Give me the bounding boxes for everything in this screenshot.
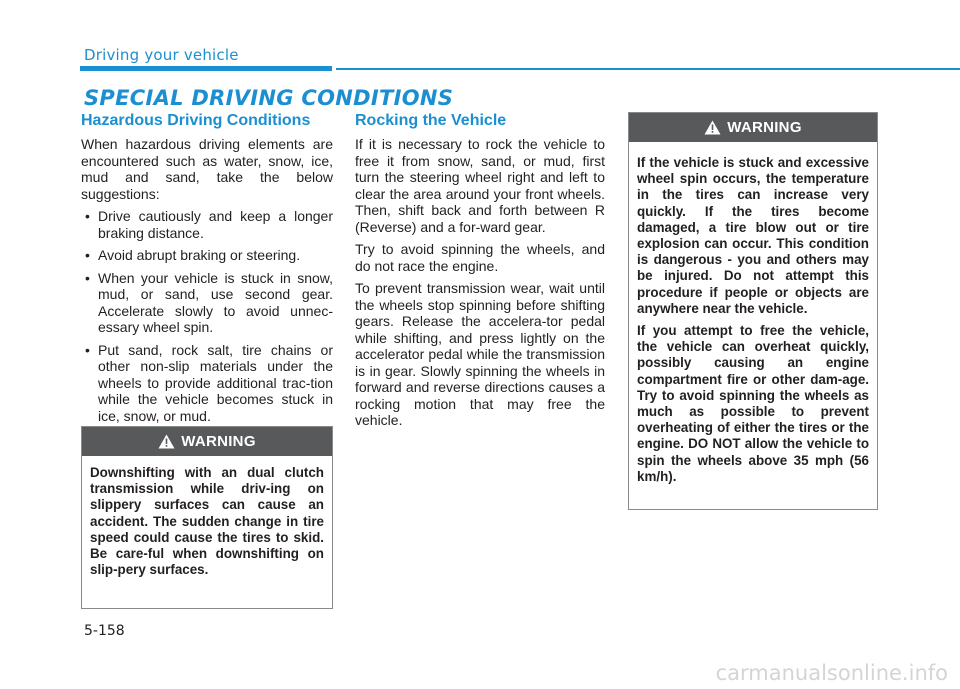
warning-triangle-icon xyxy=(704,120,721,135)
bullet-glyph: • xyxy=(85,341,90,358)
page-number: 5-158 xyxy=(84,623,125,639)
rocking-heading: Rocking the Vehicle xyxy=(355,112,507,129)
list-item: • Avoid abrupt braking or steering. xyxy=(85,247,301,263)
rocking-paragraph: Try to avoid spinning the wheels, and do not race the engine. xyxy=(355,241,605,274)
list-item: • Drive cautiously and keep a longer braking distance. xyxy=(85,208,333,241)
warning-header xyxy=(629,113,877,147)
middle-column xyxy=(355,112,605,435)
hazardous-heading: Hazardous Driving Conditions xyxy=(81,112,311,129)
bullet-glyph: • xyxy=(85,247,90,263)
hazardous-intro: When hazardous driving elements are encountered such as water, snow, ice, mud and sand, take the below suggestions: xyxy=(81,136,333,202)
bullet-glyph: • xyxy=(85,208,90,224)
section-title: SPECIAL DRIVING CONDITIONS xyxy=(84,86,454,110)
warning-text: If you attempt to free the vehicle, the vehicle can overheat quickly, possibly causing an engine compartment fire or other dam-age. Try to avoid spinning the wheels as much as possible to prevent overheating of either the tires or the engine. DO NOT allow the vehicle to spin the wheels above 35 mph (56 km/h). xyxy=(637,323,869,484)
warning-text: If the vehicle is stuck and excessive wheel spin occurs, the temperature in the tires can increase very quickly. If the tires become damaged, a tire blow out or tire explosion can occur. This condition is dangerous - you and others may be injured. Do not attempt this procedure if people or objects are anywhere near the vehicle. xyxy=(637,155,869,316)
list-item: • When your vehicle is stuck in snow, mud, or sand, use second gear. Accelerate slowly to avoid unnec-essary wheel spin. xyxy=(85,269,333,335)
watermark: carmanualsonline.info xyxy=(715,661,948,685)
warning-label: WARNING xyxy=(727,119,802,136)
hazardous-list xyxy=(81,208,333,424)
downshift-warning-box xyxy=(81,426,333,609)
warning-text: Downshifting with an dual clutch transmission while driv-ing on slippery surfaces can cause an accident. The sudden change in tire speed could cause the tires to skid. Be care-ful when downshifting on slip-pery surfaces. xyxy=(90,465,324,578)
left-column xyxy=(81,112,333,430)
warning-triangle-icon xyxy=(158,434,175,449)
warning-label: WARNING xyxy=(181,433,256,450)
list-item: • Put sand, rock salt, tire chains or other non-slip materials under the wheels to provide additional trac-tion while the vehicle becomes stuck in ice, snow, or mud. xyxy=(85,341,333,424)
header-rule-thick xyxy=(80,66,332,71)
header-rule-thin xyxy=(336,68,960,70)
chapter-title: Driving your vehicle xyxy=(84,46,239,64)
bullet-glyph: • xyxy=(85,269,90,286)
rocking-paragraph: If it is necessary to rock the vehicle to free it from snow, sand, or mud, first turn the steering wheel right and left to clear the area around your front wheels. Then, shift back and forth between R (Reverse) and a for-ward gear. xyxy=(355,136,605,235)
warning-header xyxy=(82,427,332,461)
overheat-warning-box xyxy=(628,112,878,510)
rocking-paragraph: To prevent transmission wear, wait until the wheels stop spinning before shifting gears. Release the accelera-tor pedal while shifting, and press lightly on the accelerator pedal while the transmission is in gear. Slowly spinning the wheels in forward and reverse directions causes a rocking motion that may free the vehicle. xyxy=(355,280,605,428)
